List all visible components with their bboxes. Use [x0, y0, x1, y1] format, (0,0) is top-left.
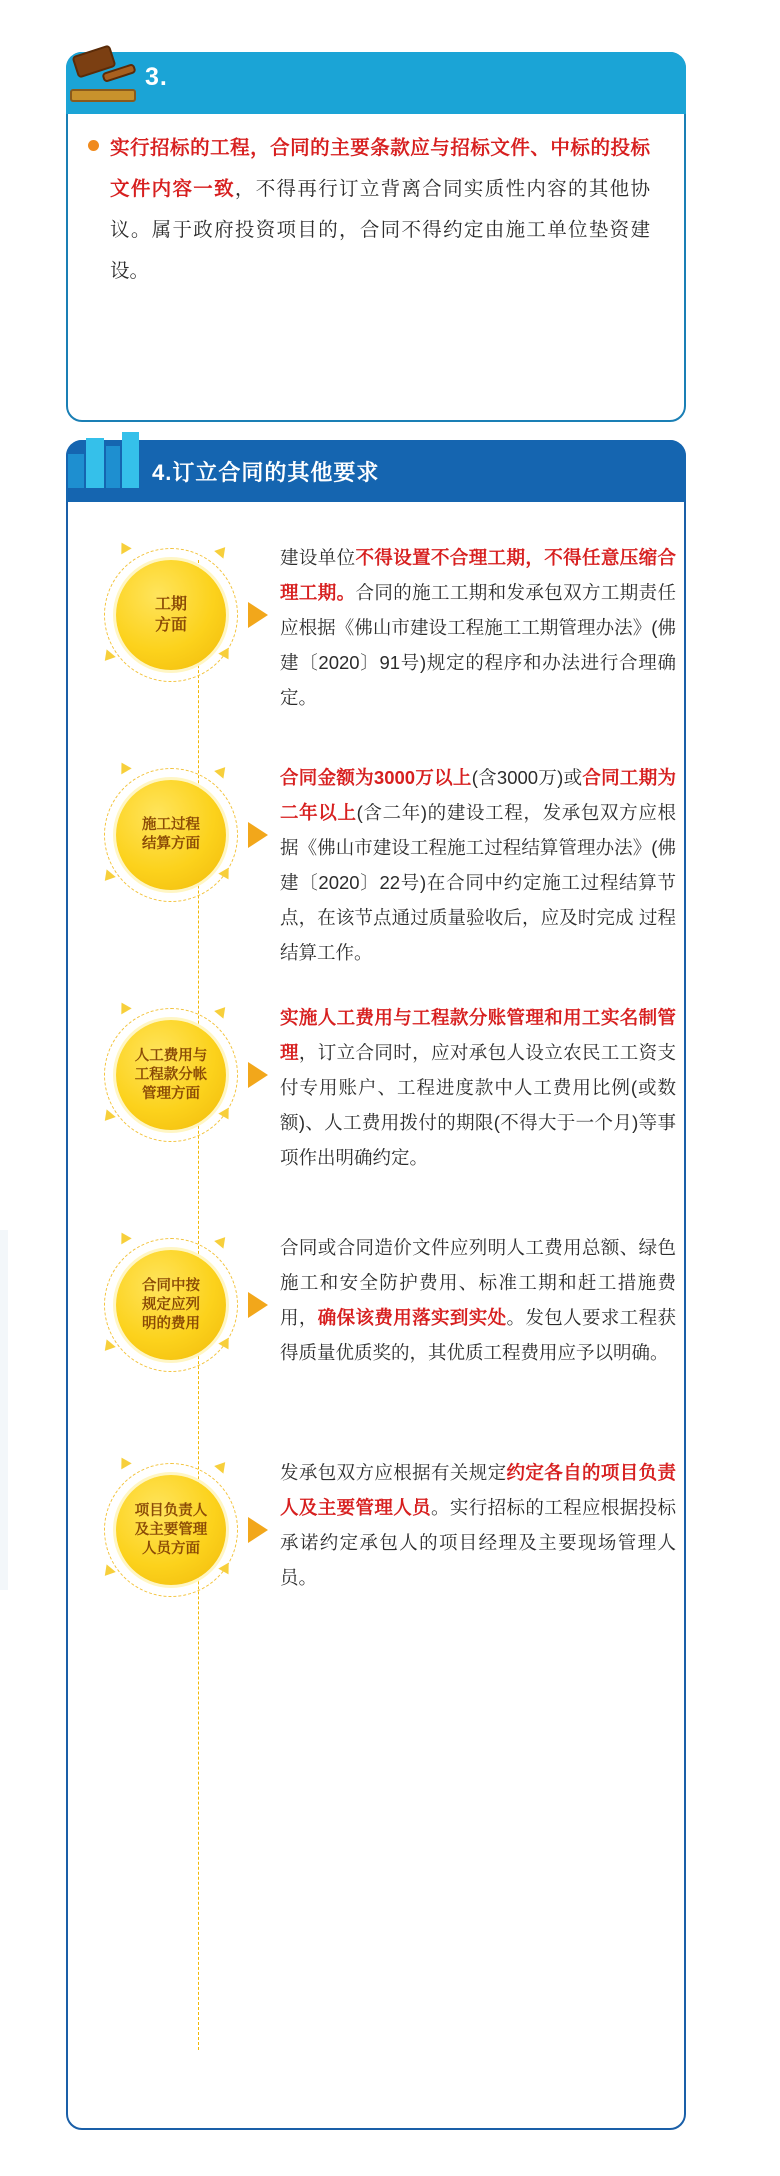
text-part: (含3000万)或	[471, 767, 583, 788]
badge-line: 结算方面	[142, 836, 200, 852]
text-part-emphasis: 合同工期为二年以上	[280, 767, 676, 823]
section-3-emphasis: 实行招标的工程，合同的主要条款应与招标文件、中标的投标文件内容一致	[110, 137, 650, 200]
badge-line: 项目负责人	[134, 1502, 208, 1519]
section-4-title: 4.订立合同的其他要求	[152, 460, 380, 485]
badge-line: 管理方面	[142, 1085, 200, 1102]
arrow-icon	[248, 822, 268, 848]
badge-line: 人工费用与	[134, 1047, 208, 1064]
left-edge-artifact	[0, 1230, 8, 1590]
text-part-emphasis: 确保该费用落实到实处	[317, 1307, 507, 1328]
row-text-rengong	[280, 1000, 676, 1175]
text-part: (含二年)的建设工程，发承包双方应根据《佛山市建设工程施工过程结算管理办法》(佛建〔2020〕22号)在合同中约定施工过程结算节点，在该节点通过质量验收后，应及时完成 过程结算工作。	[280, 802, 676, 963]
badge-line: 工程款分帐	[134, 1066, 208, 1083]
text-part: 合同或合同造价文件应列明人工费用总额、绿色施工和安全防护费用、标准工期和赶工措施费用，	[280, 1237, 676, 1328]
badge-label-rengong	[116, 1020, 226, 1130]
badge-label-jiesuan	[116, 780, 226, 890]
text-part: 。实行招标的工程应根据投标承诺约定承包人的项目经理及主要现场管理人员。	[280, 1497, 676, 1588]
text-part-emphasis: 实施人工费用与工程款分账管理和用工实名制管理	[280, 1007, 676, 1063]
text-part: 。发包人要求工程获得质量优质奖的，其优质工程费用应予以明确。	[280, 1307, 676, 1363]
arrow-icon	[248, 1292, 268, 1318]
badge-label-gongqi	[116, 560, 226, 670]
row-text-fuzeren	[280, 1455, 676, 1595]
bullet-dot-icon	[88, 140, 99, 151]
row-text-feiyong	[280, 1230, 676, 1370]
badge-fuzeren	[96, 1455, 246, 1605]
badge-line: 合同中按	[142, 1277, 200, 1294]
badge-jiesuan	[96, 760, 246, 910]
row-text-jiesuan	[280, 760, 676, 970]
badge-label-feiyong	[116, 1250, 226, 1360]
badge-gongqi	[96, 540, 246, 690]
badge-rengong	[96, 1000, 246, 1150]
buildings-icon	[62, 420, 152, 494]
text-part: 发承包双方应根据有关规定	[280, 1462, 507, 1483]
text-part: ，订立合同时，应对承包人设立农民工工资支付专用账户、工程进度款中人工费用比例(或数额)、人工费用拨付的期限(不得大于一个月)等事项作出明确约定。	[280, 1042, 676, 1168]
gavel-icon	[62, 36, 146, 110]
section-3-rest: ，不得再行订立背离合同实质性内容的其他协议。属于政府投资项目的，合同不得约定由施工单位垫资建设。	[110, 178, 650, 282]
section-3-body	[110, 128, 650, 292]
text-part-emphasis: 约定各自的项目负责人及主要管理人员	[280, 1462, 676, 1518]
badge-line: 及主要管理	[134, 1521, 208, 1538]
badge-line: 人员方面	[142, 1540, 200, 1557]
badge-line: 工期	[154, 596, 187, 613]
section-3-number: 3.	[145, 63, 168, 91]
text-part-emphasis: 不得设置不合理工期，不得任意压缩合理工期。	[280, 547, 676, 603]
text-part-emphasis: 合同金额为3000万以上	[280, 767, 472, 788]
section-3-paragraph	[110, 128, 650, 292]
badge-feiyong	[96, 1230, 246, 1380]
text-part: 合同的施工工期和发承包双方工期责任应根据《佛山市建设工程施工工期管理办法》(佛建〔2020〕91号)规定的程序和办法进行合理确定。	[280, 582, 676, 708]
badge-line: 施工过程	[142, 817, 200, 833]
badge-line: 方面	[154, 617, 187, 634]
arrow-icon	[248, 602, 268, 628]
row-text-gongqi	[280, 540, 676, 715]
badge-line: 明的费用	[142, 1315, 200, 1332]
text-part: 建设单位	[280, 547, 356, 568]
badge-label-fuzeren	[116, 1475, 226, 1585]
arrow-icon	[248, 1517, 268, 1543]
arrow-icon	[248, 1062, 268, 1088]
badge-line: 规定应列	[142, 1296, 200, 1313]
